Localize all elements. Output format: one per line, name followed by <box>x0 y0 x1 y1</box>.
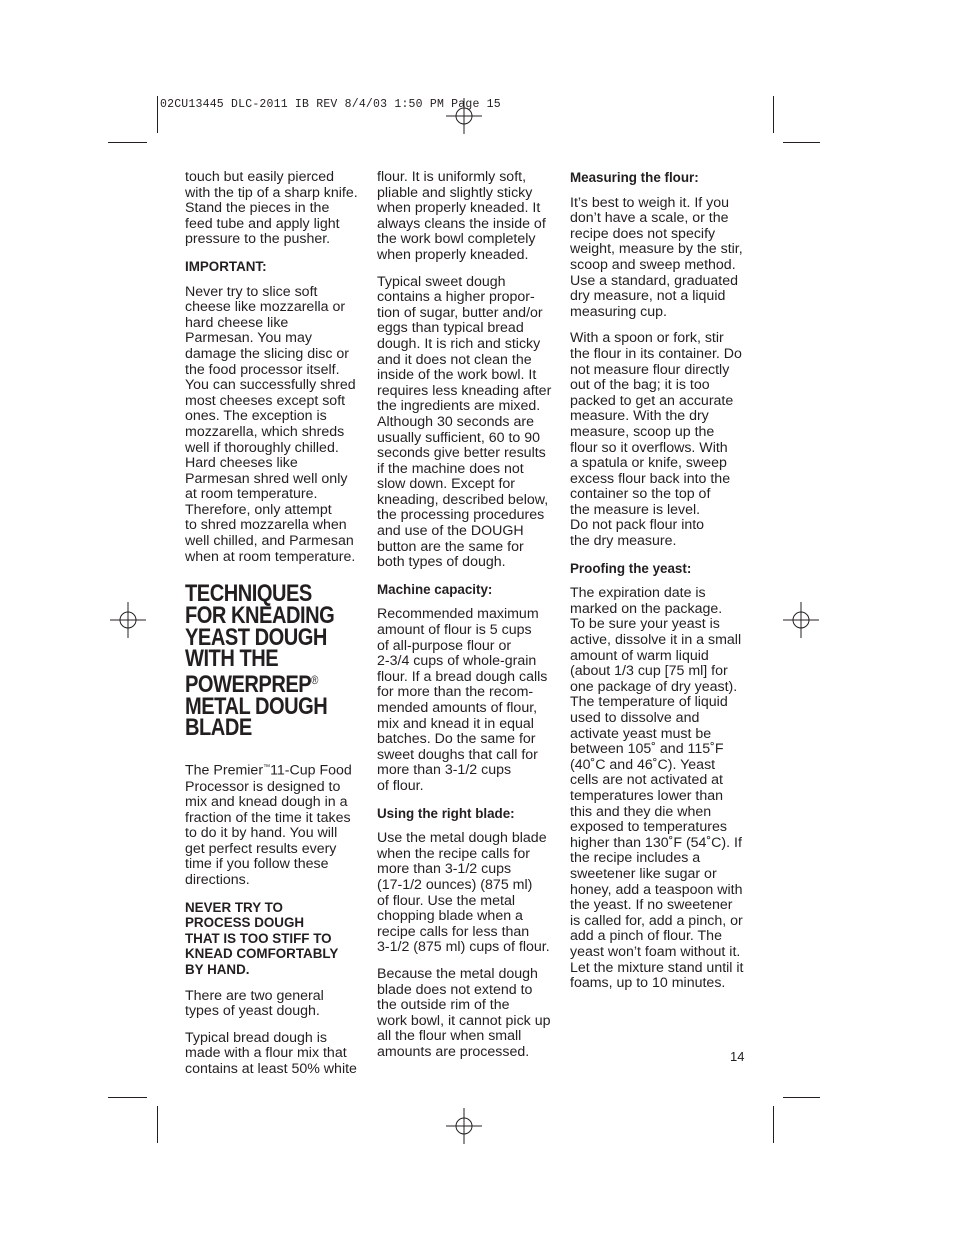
paragraph: touch but easily pierced with the tip of a sharp knife. Stand the pieces in the feed tube and apply light pressure to the pusher. <box>185 169 358 248</box>
paragraph: With a spoon or fork, stir the flour in its container. Do not measure flour directly out of the bag; it is too packed to get an accurate measure. With the dry measure, scoop up the flour so it overflows. With a spatula or knife, sweep excess flour back into the container so the top of the measure is level. Do not pack flour into the dry measure. <box>570 330 742 550</box>
paragraph: The Premier™11-Cup Food Processor is designed to mix and knead dough in a fraction of the time it takes to do it by hand. You will get perfect results every time if you follow these directions. <box>185 762 352 889</box>
crop-mark <box>773 1106 774 1143</box>
registration-mark-icon <box>110 602 146 638</box>
paragraph: Use the metal dough blade when the recipe calls for more than 3-1/2 cups (17-1/2 ounces) (875 ml) of flour. Use the metal chopping blade when a recipe calls for less than 3-1/2 (875 ml) cups of flour. <box>377 830 550 956</box>
crop-mark <box>108 1097 147 1098</box>
crop-mark <box>783 1097 820 1098</box>
crop-mark <box>783 142 820 143</box>
right-blade-heading: Using the right blade: <box>377 805 515 821</box>
measuring-flour-heading: Measuring the flour: <box>570 170 699 185</box>
paragraph: Typical bread dough is made with a flour mix that contains at least 50% white <box>185 1029 357 1077</box>
paragraph: Recommended maximum amount of flour is 5 cups of all-purpose flour or 2-3/4 cups of whole-grain flour. If a bread dough calls for more than the recom- mended amounts of flour, mix and knead it in equal batches. Do the same for sweet doughs that call for more than 3-1/2 cups of flour. <box>377 606 548 794</box>
registration-mark-icon <box>446 1108 482 1144</box>
crop-mark <box>157 96 158 133</box>
column-2 <box>377 170 559 1071</box>
crop-mark <box>157 1106 158 1143</box>
paragraph: The expiration date is marked on the package. To be sure your yeast is active, dissolve it in a small amount of warm liquid (about 1/3 cup [75 ml] for one package of dry yeast). The temperature of liquid used to dissolve and activate yeast must be between 105˚ and 115˚F (40˚C and 46˚C). Yeast cells are not activated at temperatures lower than this and they die when exposed to temperatures higher than 130˚F (54˚C). If the recipe includes a sweetener like sugar or honey, add a teaspoon with the yeast. If no sweetener is called for, add a pinch, or add a pinch of flour. The yeast won’t foam without it. Let the mixture stand until it foams, up to 10 minutes. <box>570 585 744 992</box>
printer-slug: 02CU13445 DLC-2011 IB REV 8/4/03 1:50 PM Page 15 <box>160 98 501 111</box>
page-number: 14 <box>730 1049 745 1064</box>
warning-text: NEVER TRY TO PROCESS DOUGH THAT IS TOO STIFF TO KNEAD COMFORTABLY BY HAND. <box>185 899 339 978</box>
paragraph: It’s best to weigh it. If you don’t have a scale, or the recipe does not specify weight, measure by the stir, scoop and sweep method. Use a standard, graduated dry measure, not a liquid measuring cup. <box>570 194 743 320</box>
proofing-yeast-heading: Proofing the yeast: <box>570 560 692 576</box>
important-heading: IMPORTANT: <box>185 258 267 274</box>
registration-mark-icon <box>446 98 482 134</box>
crop-mark <box>108 142 147 143</box>
paragraph: There are two general types of yeast dough. <box>185 987 324 1020</box>
section-heading: TECHNIQUES FOR KNEADING YEAST DOUGH WITH THE POWERPREP® METAL DOUGH BLADE <box>185 580 335 742</box>
paragraph: Because the metal dough blade does not extend to the outside rim of the work bowl, it cannot pick up all the flour when small amounts are processed. <box>377 965 551 1060</box>
column-1 <box>185 170 365 1089</box>
trademark: ™ <box>263 764 271 772</box>
column-3 <box>570 170 755 1003</box>
paragraph: Typical sweet dough contains a higher propor- tion of sugar, butter and/or eggs than typical bread dough. It is rich and sticky and it does not clean the inside of the work bowl. It requires less kneading after the ingredients are mixed. Although 30 seconds are usually sufficient, 60 to 90 seconds give better results if the machine does not slow down. Except for kneading, described below, the processing procedures and use of the DOUGH button are the same for both types of dough. <box>377 273 552 571</box>
registration-mark-icon <box>783 602 819 638</box>
crop-mark <box>773 96 774 133</box>
paragraph: Never try to slice soft cheese like mozzarella or hard cheese like Parmesan. You may damage the slicing disc or the food processor itself. You can successfully shred most cheeses except soft ones. The exception is mozzarella, which shreds well if thoroughly chilled. Hard cheeses like Parmesan shred well only at room temperature. Therefore, only attempt to shred mozzarella when well chilled, and Parmesan when at room temperature. <box>185 283 356 565</box>
registered-mark: ® <box>311 673 318 688</box>
paragraph: flour. It is uniformly soft, pliable and slightly sticky when properly kneaded. It always cleans the inside of the work bowl completely when properly kneaded. <box>377 169 546 263</box>
machine-capacity-heading: Machine capacity: <box>377 581 493 597</box>
